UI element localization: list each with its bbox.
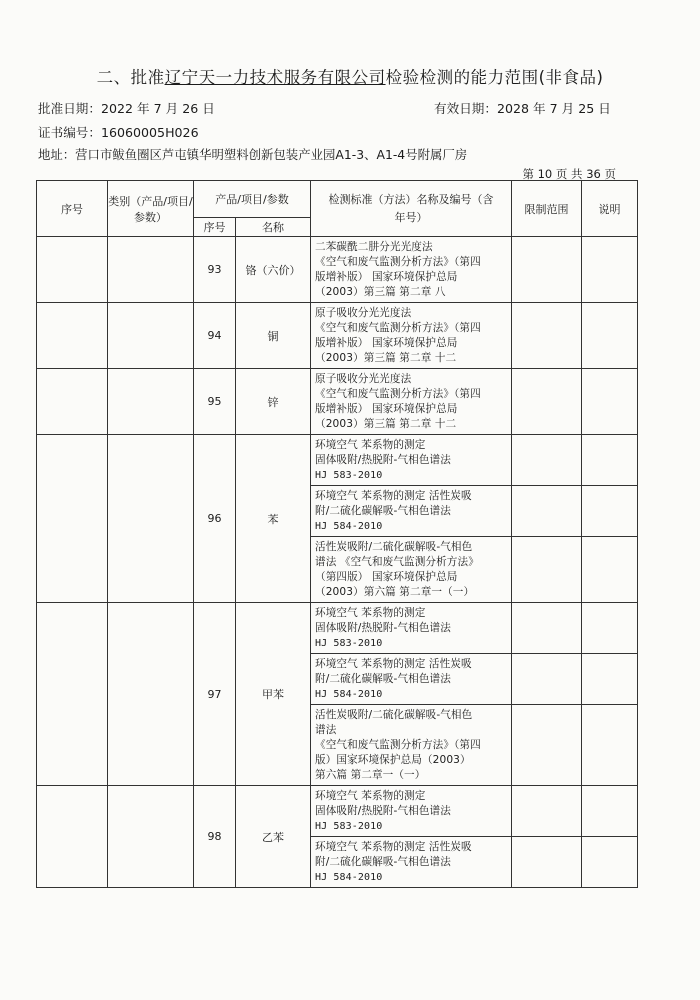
limit-cell — [512, 537, 582, 603]
method-line: 环境空气 苯系物的测定 — [315, 607, 426, 619]
item-seq: 97 — [194, 603, 236, 786]
limit-cell — [512, 654, 582, 705]
row-seq-cell — [37, 603, 108, 786]
remark-cell — [582, 786, 638, 837]
remark-cell — [582, 705, 638, 786]
method-line: （2003）第三篇 第二章 十二 — [315, 418, 457, 430]
method-line: （2003）第三篇 第二章 十二 — [315, 352, 457, 364]
table-row — [37, 237, 638, 303]
limit-cell — [512, 369, 582, 435]
item-name: 锌 — [236, 369, 311, 435]
method-line: HJ 584-2010 — [315, 689, 383, 700]
method-line: 活性炭吸附/二硫化碳解吸-气相色 — [315, 541, 473, 553]
table-row — [37, 786, 638, 837]
remark-cell — [582, 603, 638, 654]
method-line: 《空气和废气监测分析方法》（第四 — [315, 322, 481, 334]
header-limit: 限制范围 — [512, 181, 582, 237]
method-line: 二苯碳酰二肼分光光度法 — [315, 241, 433, 253]
method-line: 环境空气 苯系物的测定 活性炭吸 — [315, 658, 472, 670]
address: 地址：营口市鲅鱼圈区芦屯镇华明塑料创新包装产业园A1-3、A1-4号附属厂房 — [38, 147, 468, 162]
item-name: 铜 — [236, 303, 311, 369]
method-line: 版增补版） 国家环境保护总局 — [315, 337, 458, 349]
approval-date: 批准日期：2022 年 7 月 26 日 — [38, 101, 215, 116]
row-category-cell — [108, 237, 194, 303]
row-category-cell — [108, 369, 194, 435]
method-line: HJ 583-2010 — [315, 821, 383, 832]
method-line: 活性炭吸附/二硫化碳解吸-气相色 — [315, 709, 473, 721]
item-seq: 94 — [194, 303, 236, 369]
row-seq-cell — [37, 435, 108, 603]
method-line: （2003）第六篇 第二章一（一） — [315, 586, 475, 598]
limit-cell — [512, 786, 582, 837]
item-name: 乙苯 — [236, 786, 311, 888]
header-sub-name: 名称 — [236, 218, 311, 237]
title-prefix: 二、批准 — [96, 68, 165, 87]
title-suffix: 检验检测的能力范围(非食品) — [385, 68, 604, 87]
limit-cell — [512, 303, 582, 369]
item-seq: 93 — [194, 237, 236, 303]
method-line: 原子吸收分光光度法 — [315, 307, 412, 319]
header-sub-seq: 序号 — [194, 218, 236, 237]
remark-cell — [582, 369, 638, 435]
method-line: HJ 584-2010 — [315, 521, 383, 532]
method-cell — [311, 786, 512, 837]
item-seq: 95 — [194, 369, 236, 435]
method-line: 版增补版） 国家环境保护总局 — [315, 403, 458, 415]
method-line: 版）国家环境保护总局（2003） — [315, 754, 471, 766]
row-category-cell — [108, 303, 194, 369]
row-category-cell — [108, 786, 194, 888]
limit-cell — [512, 486, 582, 537]
header-category: 类别（产品/项目/参数） — [108, 181, 194, 237]
method-line: 附/二硫化碳解吸-气相色谱法 — [315, 856, 451, 868]
remark-cell — [582, 303, 638, 369]
remark-cell — [582, 837, 638, 888]
remark-cell — [582, 435, 638, 486]
method-line: 《空气和废气监测分析方法》（第四 — [315, 388, 481, 400]
limit-cell — [512, 837, 582, 888]
method-line: HJ 584-2010 — [315, 872, 383, 883]
row-seq-cell — [37, 237, 108, 303]
table-row — [37, 303, 638, 369]
method-line: 《空气和废气监测分析方法》（第四 — [315, 739, 481, 751]
header-seq: 序号 — [37, 181, 108, 237]
method-line: 固体吸附/热脱附-气相色谱法 — [315, 454, 451, 466]
method-cell — [311, 603, 512, 654]
limit-cell — [512, 237, 582, 303]
method-cell — [311, 486, 512, 537]
title-company: 辽宁天一力技术服务有限公司 — [164, 68, 386, 87]
table-row — [37, 603, 638, 654]
item-name: 甲苯 — [236, 603, 311, 786]
certificate-number: 证书编号：16060005H026 — [38, 125, 199, 140]
method-line: 环境空气 苯系物的测定 活性炭吸 — [315, 841, 472, 853]
method-line: 版增补版） 国家环境保护总局 — [315, 271, 458, 283]
method-line: 《空气和废气监测分析方法》（第四 — [315, 256, 481, 268]
remark-cell — [582, 537, 638, 603]
method-line: 附/二硫化碳解吸-气相色谱法 — [315, 505, 451, 517]
method-line: 原子吸收分光光度法 — [315, 373, 412, 385]
method-line: （2003）第三篇 第二章 八 — [315, 286, 446, 298]
limit-cell — [512, 435, 582, 486]
method-cell — [311, 303, 512, 369]
row-category-cell — [108, 435, 194, 603]
item-seq: 98 — [194, 786, 236, 888]
valid-date: 有效日期：2028 年 7 月 25 日 — [434, 101, 611, 116]
method-cell — [311, 237, 512, 303]
method-line: 谱法 《空气和废气监测分析方法》 — [315, 556, 479, 568]
remark-cell — [582, 654, 638, 705]
method-line: 环境空气 苯系物的测定 — [315, 439, 426, 451]
page-title — [0, 64, 700, 88]
header-method: 检测标准（方法）名称及编号（含年号） — [311, 181, 512, 237]
method-cell — [311, 537, 512, 603]
page-number: 第 10 页 共 36 页 — [522, 167, 616, 181]
method-line: HJ 583-2010 — [315, 638, 383, 649]
remark-cell — [582, 237, 638, 303]
remark-cell — [582, 486, 638, 537]
method-cell — [311, 435, 512, 486]
item-name: 苯 — [236, 435, 311, 603]
method-line: （第四版） 国家环境保护总局 — [315, 571, 458, 583]
method-line: 环境空气 苯系物的测定 活性炭吸 — [315, 490, 472, 502]
method-line: 第六篇 第二章一（一） — [315, 769, 426, 781]
header-remark: 说明 — [582, 181, 638, 237]
limit-cell — [512, 705, 582, 786]
method-line: 附/二硫化碳解吸-气相色谱法 — [315, 673, 451, 685]
row-category-cell — [108, 603, 194, 786]
table-row — [37, 435, 638, 486]
item-name: 铬（六价） — [236, 237, 311, 303]
row-seq-cell — [37, 369, 108, 435]
header-product-group: 产品/项目/参数 — [194, 181, 311, 218]
limit-cell — [512, 603, 582, 654]
method-cell — [311, 654, 512, 705]
method-line: 固体吸附/热脱附-气相色谱法 — [315, 805, 451, 817]
method-line: 固体吸附/热脱附-气相色谱法 — [315, 622, 451, 634]
method-cell — [311, 837, 512, 888]
capability-table — [36, 180, 638, 888]
table-row — [37, 369, 638, 435]
row-seq-cell — [37, 786, 108, 888]
method-line: 谱法 — [315, 724, 337, 736]
row-seq-cell — [37, 303, 108, 369]
method-line: 环境空气 苯系物的测定 — [315, 790, 426, 802]
method-cell — [311, 705, 512, 786]
item-seq: 96 — [194, 435, 236, 603]
method-line: HJ 583-2010 — [315, 470, 383, 481]
method-cell — [311, 369, 512, 435]
